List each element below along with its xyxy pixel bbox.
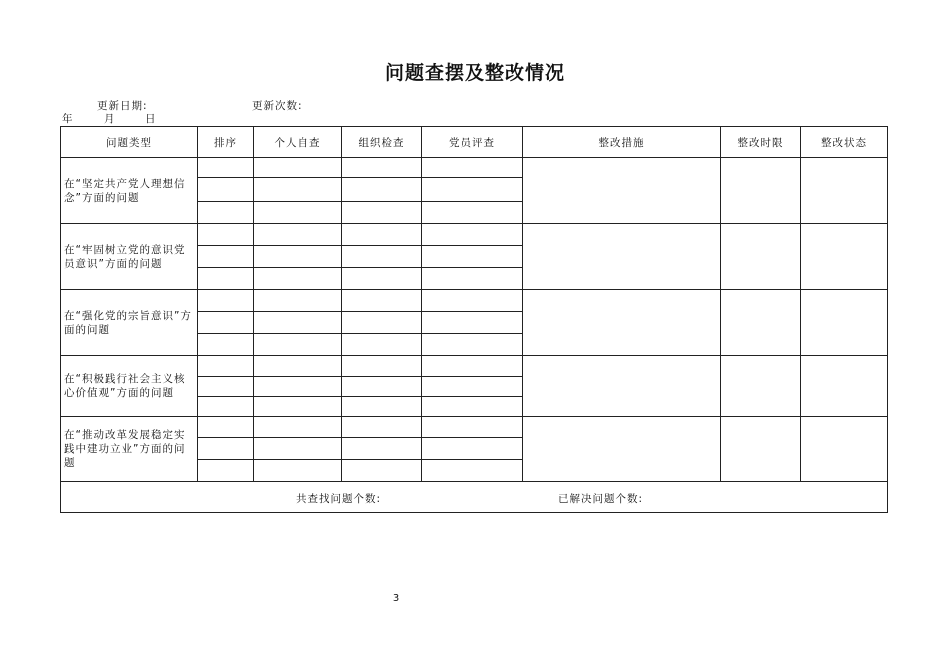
header-deadline: 整改时限 bbox=[721, 127, 801, 158]
status-cell[interactable] bbox=[801, 417, 888, 482]
member-review-cell[interactable] bbox=[422, 334, 523, 356]
member-review-cell[interactable] bbox=[422, 377, 523, 397]
category-cell: 在“牢固树立党的意识党员意识”方面的问题 bbox=[61, 224, 198, 290]
totals-cell bbox=[61, 482, 888, 513]
table-row bbox=[61, 356, 888, 377]
member-review-cell[interactable] bbox=[422, 417, 523, 438]
deadline-cell[interactable] bbox=[721, 158, 801, 224]
org-check-cell[interactable] bbox=[342, 290, 422, 312]
order-cell[interactable] bbox=[198, 224, 254, 246]
member-review-cell[interactable] bbox=[422, 246, 523, 268]
update-count-label: 更新次数: bbox=[252, 100, 303, 112]
order-cell[interactable] bbox=[198, 202, 254, 224]
measures-cell[interactable] bbox=[523, 290, 721, 356]
org-check-cell[interactable] bbox=[342, 334, 422, 356]
header-self-check: 个人自查 bbox=[254, 127, 342, 158]
header-row bbox=[61, 127, 888, 158]
org-check-cell[interactable] bbox=[342, 397, 422, 417]
category-cell: 在“推动改革发展稳定实践中建功立业”方面的问题 bbox=[61, 417, 198, 482]
table-row bbox=[61, 224, 888, 246]
order-cell[interactable] bbox=[198, 334, 254, 356]
order-cell[interactable] bbox=[198, 312, 254, 334]
status-cell[interactable] bbox=[801, 290, 888, 356]
org-check-cell[interactable] bbox=[342, 246, 422, 268]
self-check-cell[interactable] bbox=[254, 246, 342, 268]
resolved-label: 已解决问题个数: bbox=[558, 493, 644, 505]
org-check-cell[interactable] bbox=[342, 438, 422, 460]
org-check-cell[interactable] bbox=[342, 202, 422, 224]
member-review-cell[interactable] bbox=[422, 438, 523, 460]
totals-row bbox=[61, 482, 888, 513]
date-unit-day: 日 bbox=[145, 113, 157, 125]
member-review-cell[interactable] bbox=[422, 158, 523, 178]
self-check-cell[interactable] bbox=[254, 334, 342, 356]
measures-cell[interactable] bbox=[523, 417, 721, 482]
status-cell[interactable] bbox=[801, 356, 888, 417]
header-org-check: 组织检查 bbox=[342, 127, 422, 158]
measures-cell[interactable] bbox=[523, 224, 721, 290]
table-row bbox=[61, 290, 888, 312]
self-check-cell[interactable] bbox=[254, 438, 342, 460]
self-check-cell[interactable] bbox=[254, 417, 342, 438]
order-cell[interactable] bbox=[198, 460, 254, 482]
self-check-cell[interactable] bbox=[254, 397, 342, 417]
header-order: 排序 bbox=[198, 127, 254, 158]
deadline-cell[interactable] bbox=[721, 290, 801, 356]
self-check-cell[interactable] bbox=[254, 377, 342, 397]
self-check-cell[interactable] bbox=[254, 290, 342, 312]
self-check-cell[interactable] bbox=[254, 158, 342, 178]
header-status: 整改状态 bbox=[801, 127, 888, 158]
self-check-cell[interactable] bbox=[254, 224, 342, 246]
member-review-cell[interactable] bbox=[422, 356, 523, 377]
org-check-cell[interactable] bbox=[342, 158, 422, 178]
member-review-cell[interactable] bbox=[422, 397, 523, 417]
header-problem-type: 问题类型 bbox=[61, 127, 198, 158]
member-review-cell[interactable] bbox=[422, 202, 523, 224]
self-check-cell[interactable] bbox=[254, 356, 342, 377]
status-cell[interactable] bbox=[801, 158, 888, 224]
table-row bbox=[61, 158, 888, 178]
order-cell[interactable] bbox=[198, 438, 254, 460]
order-cell[interactable] bbox=[198, 268, 254, 290]
self-check-cell[interactable] bbox=[254, 202, 342, 224]
update-date-label: 更新日期: bbox=[97, 100, 148, 112]
member-review-cell[interactable] bbox=[422, 268, 523, 290]
self-check-cell[interactable] bbox=[254, 312, 342, 334]
order-cell[interactable] bbox=[198, 246, 254, 268]
order-cell[interactable] bbox=[198, 397, 254, 417]
table-row bbox=[61, 417, 888, 438]
member-review-cell[interactable] bbox=[422, 312, 523, 334]
org-check-cell[interactable] bbox=[342, 224, 422, 246]
measures-cell[interactable] bbox=[523, 158, 721, 224]
self-check-cell[interactable] bbox=[254, 460, 342, 482]
page-number: 3 bbox=[392, 593, 400, 604]
org-check-cell[interactable] bbox=[342, 377, 422, 397]
order-cell[interactable] bbox=[198, 356, 254, 377]
org-check-cell[interactable] bbox=[342, 460, 422, 482]
member-review-cell[interactable] bbox=[422, 178, 523, 202]
category-cell: 在“积极践行社会主义核心价值观”方面的问题 bbox=[61, 356, 198, 417]
measures-cell[interactable] bbox=[523, 356, 721, 417]
order-cell[interactable] bbox=[198, 290, 254, 312]
org-check-cell[interactable] bbox=[342, 356, 422, 377]
date-unit-year: 年 bbox=[62, 113, 74, 125]
order-cell[interactable] bbox=[198, 417, 254, 438]
member-review-cell[interactable] bbox=[422, 224, 523, 246]
deadline-cell[interactable] bbox=[721, 224, 801, 290]
self-check-cell[interactable] bbox=[254, 268, 342, 290]
status-cell[interactable] bbox=[801, 224, 888, 290]
deadline-cell[interactable] bbox=[721, 356, 801, 417]
total-found-label: 共查找问题个数: bbox=[296, 493, 382, 505]
org-check-cell[interactable] bbox=[342, 178, 422, 202]
deadline-cell[interactable] bbox=[721, 417, 801, 482]
order-cell[interactable] bbox=[198, 158, 254, 178]
member-review-cell[interactable] bbox=[422, 460, 523, 482]
org-check-cell[interactable] bbox=[342, 268, 422, 290]
page-title: 问题查摆及整改情况 bbox=[384, 62, 565, 84]
date-unit-month: 月 bbox=[104, 113, 116, 125]
member-review-cell[interactable] bbox=[422, 290, 523, 312]
order-cell[interactable] bbox=[198, 377, 254, 397]
problem-table bbox=[60, 126, 888, 513]
self-check-cell[interactable] bbox=[254, 178, 342, 202]
org-check-cell[interactable] bbox=[342, 312, 422, 334]
header-member-review: 党员评查 bbox=[422, 127, 523, 158]
category-cell: 在“强化党的宗旨意识”方面的问题 bbox=[61, 290, 198, 356]
header-measures: 整改措施 bbox=[523, 127, 721, 158]
category-cell: 在“坚定共产党人理想信念”方面的问题 bbox=[61, 158, 198, 224]
org-check-cell[interactable] bbox=[342, 417, 422, 438]
order-cell[interactable] bbox=[198, 178, 254, 202]
